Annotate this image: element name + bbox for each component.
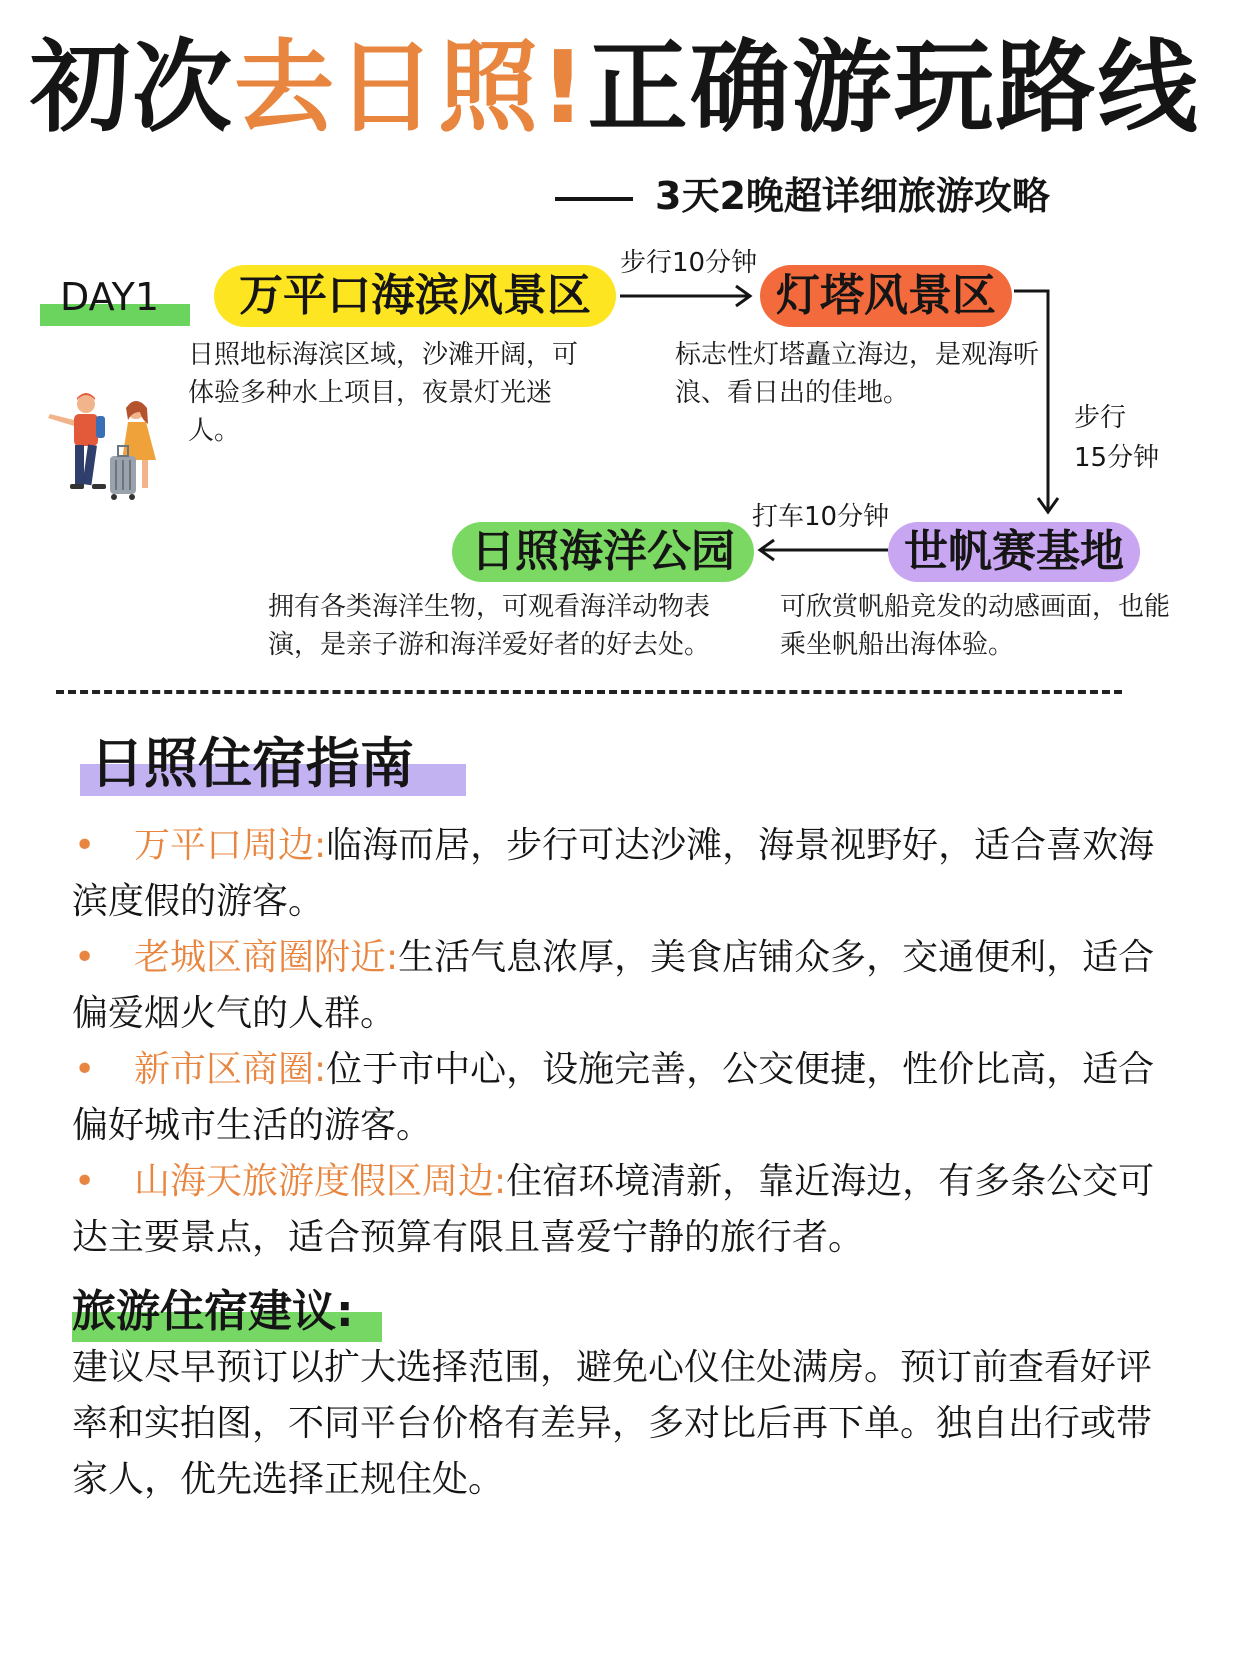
route-desc-lighthouse: 标志性灯塔矗立海边，是观海听浪、看日出的佳地。 [675,340,1040,408]
title-part1: 初次 [30,29,234,146]
edge-label-walk-15-line2: 15分钟 [1074,443,1160,473]
list-item-key: 新市区商圈: [134,1049,327,1090]
list-item-text: 生活气息浓厚，美食店铺众多，交通便利，适合偏爱烟火气的人群。 [72,937,1155,1034]
lodging-list [72,818,1162,1266]
lodging-heading [80,728,470,800]
lodging-heading-text: 日照住宿指南 [90,732,414,795]
title-part3: 正确游玩路线 [587,29,1200,146]
advice-heading-colon: : [336,1286,354,1337]
list-item-text: 住宿环境清新，靠近海边，有多条公交可达主要景点，适合预算有限且喜爱宁静的旅行者。 [72,1161,1155,1258]
edge-label-walk-15 [1074,398,1159,478]
edge-label-taxi-10: 打车10分钟 [752,502,890,532]
edge-label-walk-15-line1: 步行 [1074,403,1127,433]
list-item [72,1042,1162,1154]
day-label: DAY1 [60,275,160,319]
title-part2: 去日照! [234,29,588,146]
edge-label-walk-10: 步行10分钟 [620,248,758,278]
bullet-icon: • [74,1049,96,1090]
travel-couple-with-suitcase-icon [44,390,174,505]
route-desc-ocean-park: 拥有各类海洋生物，可观看海洋动物表演，是亲子游和海洋爱好者的好去处。 [268,592,711,660]
route-desc-wanpingkou: 日照地标海滨区域，沙滩开阔，可体验多种水上项目，夜景灯光迷人。 [188,340,579,446]
route-node-ocean-park: 日照海洋公园 [452,522,754,582]
list-item-key: 万平口周边: [134,825,327,866]
route-node-lighthouse: 灯塔风景区 [760,265,1012,327]
list-item [72,930,1162,1042]
list-item [72,818,1162,930]
advice-text: 建议尽早预订以扩大选择范围，避免心仪住处满房。预订前查看好评率和实拍图，不同平台价格有差异，多对比后再下单。独自出行或带家人，优先选择正规住处。 [72,1347,1153,1500]
bullet-icon: • [74,1161,96,1202]
route-desc-sailing-base: 可欣赏帆船竞发的动感画面，也能乘坐帆船出海体验。 [780,592,1171,660]
list-item-text: 位于市中心，设施完善，公交便捷，性价比高，适合偏好城市生活的游客。 [72,1049,1155,1146]
subtitle-text: 3天2晚超详细旅游攻略 [655,174,1050,218]
list-item-key: 山海天旅游度假区周边: [134,1161,507,1202]
route-node-wanpingkou: 万平口海滨风景区 [214,265,616,327]
bullet-icon: • [74,937,96,978]
bullet-icon: • [74,825,96,866]
advice-heading-text: 旅游住宿建议 [72,1286,336,1337]
list-item-text: 临海而居，步行可达沙滩，海景视野好，适合喜欢海滨度假的游客。 [72,825,1155,922]
list-item-key: 老城区商圈附近: [134,937,399,978]
route-node-sailing-base: 世帆赛基地 [888,522,1140,582]
list-item [72,1154,1162,1266]
advice-heading [72,1282,402,1342]
section-divider [56,690,1122,694]
